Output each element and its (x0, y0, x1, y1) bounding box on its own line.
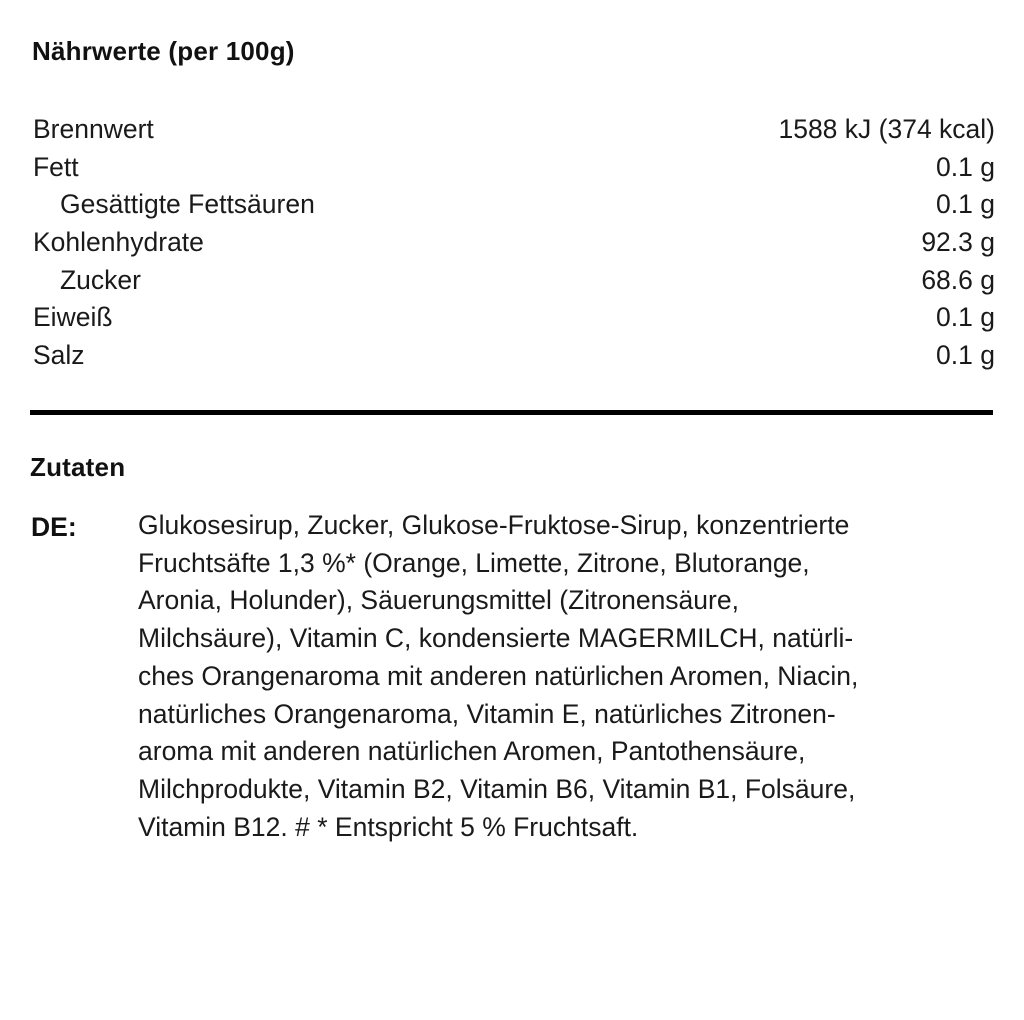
nutrition-title: Nährwerte (per 100g) (32, 36, 295, 66)
nutrition-table (33, 111, 995, 375)
nutrition-value: 0.1 g (936, 189, 995, 220)
ingredients-line: aroma mit anderen natürlichen Aromen, Pantothensäure, (138, 736, 806, 767)
section-divider (30, 410, 993, 415)
nutrition-row (33, 224, 995, 262)
ingredients-line: natürliches Orangenaroma, Vitamin E, natürliches Zitronen- (138, 698, 836, 729)
nutrition-value: 68.6 g (921, 264, 995, 295)
ingredients-line: Milchsäure), Vitamin C, kondensierte MAGERMILCH, natürli- (138, 623, 854, 654)
ingredients-line: ches Orangenaroma mit anderen natürlichen Aromen, Niacin, (138, 660, 859, 691)
nutrition-row (33, 299, 995, 337)
ingredients-line: Aronia, Holunder), Säuerungsmittel (Zitronensäure, (138, 585, 739, 616)
nutrition-row (33, 186, 995, 224)
nutrition-label: Kohlenhydrate (33, 227, 204, 258)
nutrition-value: 92.3 g (921, 227, 995, 258)
nutrition-label: Salz (33, 340, 85, 371)
nutrition-label: Brennwert (33, 114, 154, 144)
ingredients-line: Fruchtsäfte 1,3 %* (Orange, Limette, Zitrone, Blutorange, (138, 547, 810, 578)
nutrition-row (33, 111, 995, 149)
nutrition-row (33, 337, 995, 375)
nutrition-value: 0.1 g (936, 302, 995, 333)
ingredients-line: Milchprodukte, Vitamin B2, Vitamin B6, Vitamin B1, Folsäure, (138, 773, 856, 804)
nutrition-row (33, 262, 995, 300)
ingredients-line: Vitamin B12. # * Entspricht 5 % Fruchtsaft. (138, 811, 639, 842)
nutrition-value: 0.1 g (936, 340, 995, 371)
nutrition-label: Fett (33, 151, 79, 182)
nutrition-label: Gesättigte Fettsäuren (60, 189, 315, 220)
ingredients-title: Zutaten (30, 452, 126, 482)
nutrition-value: 0.1 g (936, 151, 995, 182)
ingredients-text (138, 507, 1008, 846)
language-code: DE: (31, 512, 77, 542)
ingredients-line: Glukosesirup, Zucker, Glukose-Fruktose-Sirup, konzentrierte (138, 510, 850, 540)
nutrition-label: Zucker (60, 264, 141, 295)
nutrition-value: 1588 kJ (374 kcal) (778, 114, 995, 144)
nutrition-row (33, 149, 995, 187)
nutrition-label: Eiweiß (33, 302, 113, 333)
